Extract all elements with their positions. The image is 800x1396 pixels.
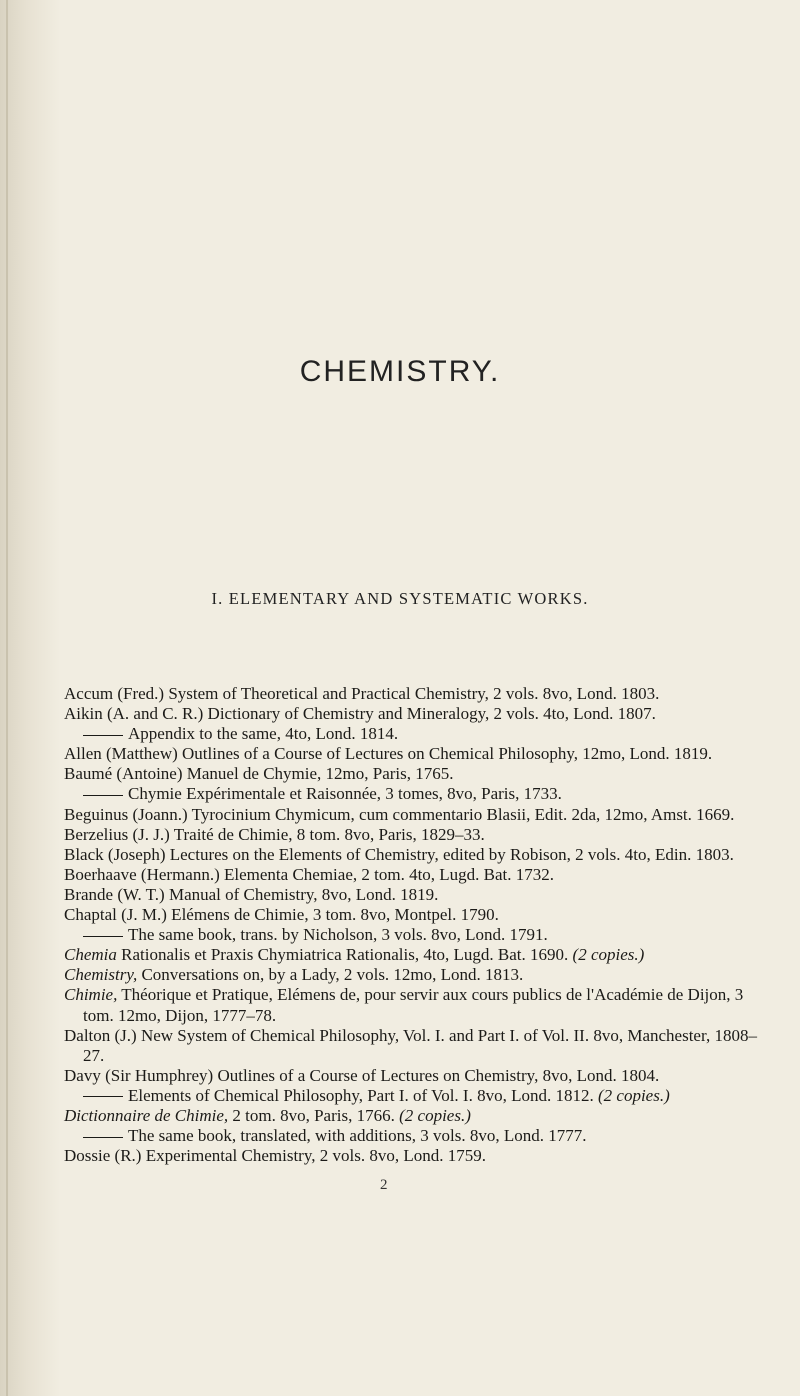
entry-italic-head: Chemistry, — [64, 965, 138, 985]
page-number: 2 — [380, 1177, 388, 1193]
bibliography-entry — [64, 764, 764, 784]
bibliography-entry — [64, 945, 764, 965]
page-gutter-edge — [6, 0, 8, 1396]
entry-text: 2 tom. 8vo, Paris, 1766. — [228, 1105, 395, 1125]
ditto-dash — [83, 795, 123, 796]
entry-copies-note: (2 copies.) — [568, 945, 645, 965]
bibliography-entry — [64, 885, 764, 905]
entry-text: Berzelius (J. J.) Traité de Chimie, 8 tom. 8vo, Paris, 1829–33. — [64, 824, 485, 844]
entry-italic-head: Chimie, — [64, 985, 118, 1005]
entry-text: Accum (Fred.) System of Theoretical and Practical Chemistry, 2 vols. 8vo, Lond. 1803. — [64, 684, 660, 703]
bibliography-entry — [64, 865, 764, 885]
bibliography-entry — [64, 1126, 764, 1146]
entry-text: Brande (W. T.) Manual of Chemistry, 8vo, Lond. 1819. — [64, 884, 439, 904]
entry-text: The same book, translated, with additions, 3 vols. 8vo, Lond. 1777. — [128, 1126, 587, 1146]
bibliography-entry — [64, 1026, 764, 1066]
entry-italic-head: Chemia — [64, 945, 117, 965]
entry-text: Allen (Matthew) Outlines of a Course of Lectures on Chemical Philosophy, 12mo, Lond. 1819. — [64, 744, 713, 764]
bibliography-entry — [64, 1146, 764, 1166]
bibliography-entry — [64, 1086, 764, 1106]
entry-text: Appendix to the same, 4to, Lond. 1814. — [128, 724, 399, 744]
ditto-dash — [83, 1137, 123, 1138]
entry-copies-note: (2 copies.) — [394, 1105, 471, 1125]
bibliography-entry — [64, 784, 764, 804]
entry-text: Beguinus (Joann.) Tyrocinium Chymicum, cum commentario Blasii, Edit. 2da, 12mo, Amst. 1669. — [64, 804, 735, 824]
page-binding-shadow — [0, 0, 60, 1396]
bibliography-entry — [64, 905, 764, 925]
entry-text: Dalton (J.) New System of Chemical Philosophy, Vol. I. and Part I. of Vol. II. 8vo, Manchester, 1808–27. — [64, 1025, 757, 1065]
entry-text: Black (Joseph) Lectures on the Elements of Chemistry, edited by Robison, 2 vols. 4to, Edin. 1803. — [64, 844, 734, 864]
bibliography-entry — [64, 845, 764, 865]
entry-text: Rationalis et Praxis Chymiatrica Rationalis, 4to, Lugd. Bat. 1690. — [116, 945, 569, 965]
page-title: CHEMISTRY. — [299, 355, 501, 388]
bibliography-entry — [64, 965, 764, 985]
bibliography-entry — [64, 724, 764, 744]
entry-text: The same book, trans. by Nicholson, 3 vols. 8vo, Lond. 1791. — [128, 925, 548, 945]
entry-text: Aikin (A. and C. R.) Dictionary of Chemistry and Mineralogy, 2 vols. 4to, Lond. 1807. — [64, 704, 656, 724]
entry-text: Davy (Sir Humphrey) Outlines of a Course of Lectures on Chemistry, 8vo, Lond. 1804. — [64, 1065, 660, 1085]
section-heading: I. ELEMENTARY AND SYSTEMATIC WORKS. — [211, 589, 589, 608]
entry-text: Chymie Expérimentale et Raisonnée, 3 tomes, 8vo, Paris, 1733. — [128, 784, 562, 804]
entry-italic-head: Dictionnaire de Chimie, — [64, 1105, 229, 1125]
entry-text: Baumé (Antoine) Manuel de Chymie, 12mo, Paris, 1765. — [64, 764, 454, 784]
entry-text: Théorique et Pratique, Elémens de, pour servir aux cours publics de l'Académie de Dijon, 3 tom. 12mo, Dijon, 1777–78. — [83, 985, 744, 1025]
bibliography-entry — [64, 1066, 764, 1086]
entry-text: Elements of Chemical Philosophy, Part I. of Vol. I. 8vo, Lond. 1812. — [128, 1085, 594, 1105]
bibliography-entry — [64, 925, 764, 945]
ditto-dash — [83, 735, 123, 736]
ditto-dash — [83, 936, 123, 937]
bibliography-entry — [64, 805, 764, 825]
bibliography-entry — [64, 825, 764, 845]
entry-text: Conversations on, by a Lady, 2 vols. 12mo, Lond. 1813. — [137, 965, 524, 985]
entry-text: Chaptal (J. M.) Elémens de Chimie, 3 tom. 8vo, Montpel. 1790. — [64, 905, 499, 925]
entry-text: Dossie (R.) Experimental Chemistry, 2 vols. 8vo, Lond. 1759. — [64, 1146, 486, 1166]
bibliography-list — [64, 684, 764, 1166]
bibliography-entry — [64, 744, 764, 764]
bibliography-entry — [64, 1106, 764, 1126]
bibliography-entry — [64, 704, 764, 724]
bibliography-entry — [64, 684, 764, 704]
entry-copies-note: (2 copies.) — [593, 1085, 670, 1105]
entry-text: Boerhaave (Hermann.) Elementa Chemiae, 2 tom. 4to, Lugd. Bat. 1732. — [64, 864, 555, 884]
ditto-dash — [83, 1096, 123, 1097]
bibliography-entry — [64, 985, 764, 1025]
